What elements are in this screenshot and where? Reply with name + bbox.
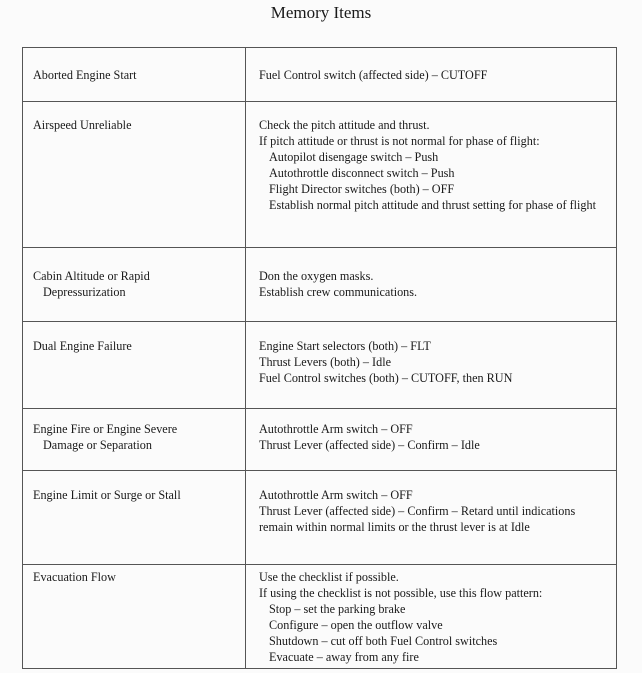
step-line: Evacuate – away from any fire [269,650,419,664]
memory-item-name: Cabin Altitude or Rapid Depressurization [23,248,246,322]
step-line: Establish crew communications. [259,285,418,299]
step-line: Configure – open the outflow valve [269,618,443,632]
step-line: Don the oxygen masks. [259,269,374,283]
page-title: Memory Items [270,3,372,22]
step-line: Thrust Levers (both) – Idle [259,355,391,369]
memory-item-name: Evacuation Flow [23,565,246,669]
memory-item-steps [246,248,617,322]
table-row [23,322,617,409]
table-row [23,565,617,669]
step-line: Fuel Control switch (affected side) – CUTOFF [259,68,488,82]
table-row [23,471,617,565]
step-line: Establish normal pitch attitude and thrust setting for phase of flight [269,198,596,212]
memory-item-name: Aborted Engine Start [23,48,246,102]
memory-item-steps [246,471,617,565]
memory-item-name: Engine Limit or Surge or Stall [23,471,246,565]
table-row [23,248,617,322]
step-line: Autopilot disengage switch – Push [269,150,439,164]
memory-item-steps [246,565,617,669]
step-line: Fuel Control switches (both) – CUTOFF, then RUN [259,371,513,385]
table-row [23,409,617,471]
step-line: If pitch attitude or thrust is not normal for phase of flight: [259,134,540,148]
memory-item-steps [246,409,617,471]
step-line: Autothrottle Arm switch – OFF [259,422,413,436]
step-line: Autothrottle disconnect switch – Push [269,166,455,180]
step-line: Autothrottle Arm switch – OFF [259,488,413,502]
step-line: Shutdown – cut off both Fuel Control switches [269,634,498,648]
memory-item-steps [246,322,617,409]
step-line: Use the checklist if possible. [259,570,399,584]
step-line: If using the checklist is not possible, use this flow pattern: [259,586,543,600]
memory-item-name: Engine Fire or Engine Severe Damage or Separation [23,409,246,471]
memory-item-name: Dual Engine Failure [23,322,246,409]
step-line: Thrust Lever (affected side) – Confirm – Retard until indications remain within normal limits or the thrust lever is at Idle [259,504,576,534]
memory-item-steps [246,102,617,248]
step-line: Stop – set the parking brake [269,602,406,616]
memory-items-table [22,47,617,669]
memory-item-name: Airspeed Unreliable [23,102,246,248]
step-line: Thrust Lever (affected side) – Confirm – Idle [259,438,480,452]
step-line: Check the pitch attitude and thrust. [259,118,430,132]
step-line: Flight Director switches (both) – OFF [269,182,455,196]
memory-item-steps [246,48,617,102]
table-row [23,102,617,248]
step-line: Engine Start selectors (both) – FLT [259,339,431,353]
table-row [23,48,617,102]
